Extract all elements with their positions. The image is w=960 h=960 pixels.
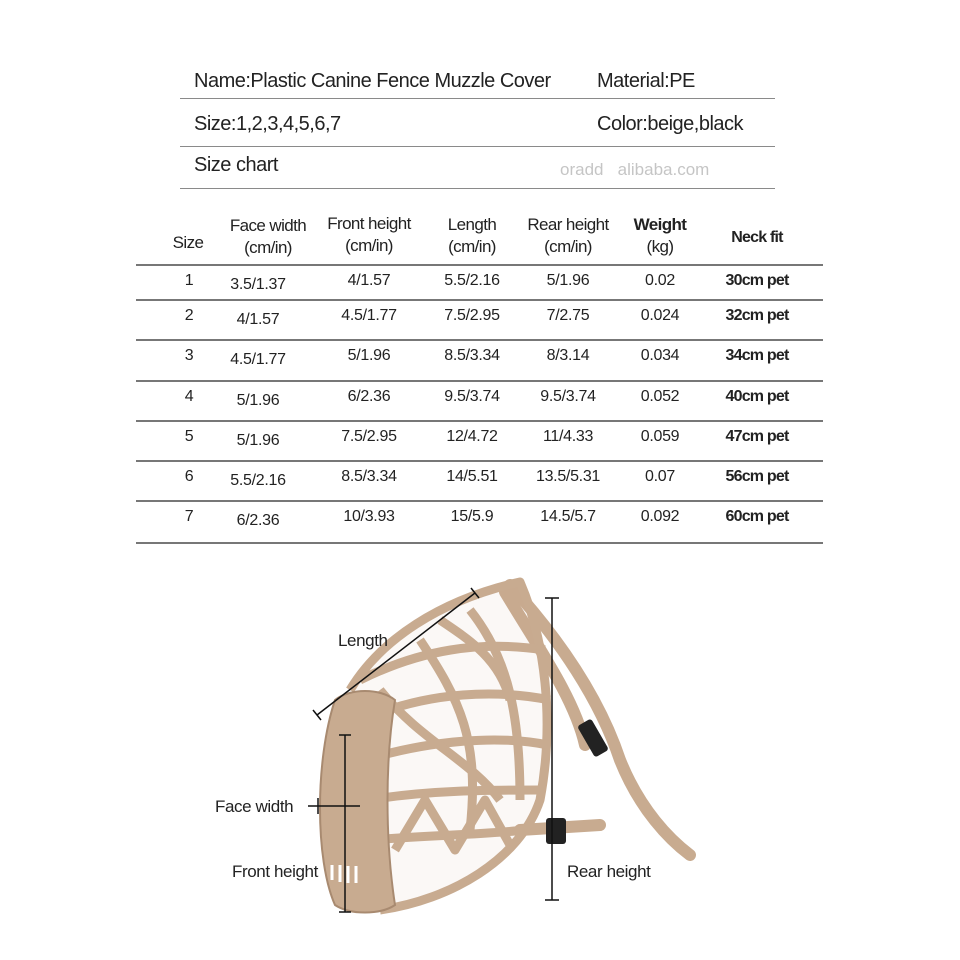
cell-size: 2 bbox=[184, 307, 194, 324]
cell-size: 5 bbox=[184, 428, 194, 445]
divider bbox=[180, 188, 775, 189]
cell-length: 9.5/3.74 bbox=[444, 388, 500, 405]
table-divider bbox=[136, 500, 823, 502]
header-unit: (cm/in) bbox=[448, 237, 496, 256]
cell-rear-height: 7/2.75 bbox=[546, 307, 590, 324]
cell-weight: 0.07 bbox=[645, 468, 675, 485]
cell-neck-fit: 34cm pet bbox=[725, 347, 789, 364]
table-divider bbox=[136, 339, 823, 341]
cell-face-width: 5/1.96 bbox=[236, 432, 280, 449]
table-divider bbox=[136, 299, 823, 301]
rear-height-label: Rear height bbox=[567, 862, 651, 881]
header-size: Size bbox=[172, 233, 204, 252]
header-unit: (cm/in) bbox=[544, 237, 592, 256]
table-divider bbox=[136, 380, 823, 382]
cell-face-width: 5/1.96 bbox=[236, 392, 280, 409]
cell-size: 4 bbox=[184, 388, 194, 405]
header-rear-height bbox=[527, 214, 608, 258]
cell-front-height: 6/2.36 bbox=[347, 388, 391, 405]
header-label: Face width bbox=[229, 216, 307, 235]
cell-length: 7.5/2.95 bbox=[444, 307, 500, 324]
cell-weight: 0.034 bbox=[640, 347, 680, 364]
table-divider bbox=[136, 264, 823, 266]
table-divider bbox=[136, 460, 823, 462]
cell-rear-height: 13.5/5.31 bbox=[535, 468, 601, 485]
header-unit: (kg) bbox=[646, 237, 674, 256]
cell-face-width: 5.5/2.16 bbox=[230, 472, 286, 489]
cell-length: 8.5/3.34 bbox=[444, 347, 500, 364]
cell-weight: 0.024 bbox=[640, 307, 680, 324]
cell-rear-height: 11/4.33 bbox=[542, 428, 594, 445]
cell-face-width: 6/2.36 bbox=[236, 512, 280, 529]
size-chart-title: Size chart bbox=[194, 154, 278, 176]
table-divider bbox=[136, 542, 823, 544]
cell-front-height: 5/1.96 bbox=[347, 347, 391, 364]
watermark: oradd alibaba.com bbox=[560, 160, 710, 179]
cell-weight: 0.092 bbox=[640, 508, 680, 525]
cell-neck-fit: 30cm pet bbox=[725, 272, 789, 289]
product-name: Name:Plastic Canine Fence Muzzle Cover bbox=[194, 70, 551, 92]
cell-rear-height: 5/1.96 bbox=[546, 272, 590, 289]
cell-neck-fit: 56cm pet bbox=[725, 468, 789, 485]
front-height-label: Front height bbox=[232, 862, 318, 881]
cell-size: 6 bbox=[184, 468, 194, 485]
divider bbox=[180, 98, 775, 99]
cell-size: 3 bbox=[184, 347, 194, 364]
cell-front-height: 4.5/1.77 bbox=[341, 307, 397, 324]
cell-weight: 0.059 bbox=[640, 428, 680, 445]
divider bbox=[180, 146, 775, 147]
cell-neck-fit: 40cm pet bbox=[725, 388, 789, 405]
cell-face-width: 3.5/1.37 bbox=[230, 276, 286, 293]
cell-front-height: 7.5/2.95 bbox=[341, 428, 397, 445]
cell-length: 12/4.72 bbox=[446, 428, 498, 445]
header-unit: (cm/in) bbox=[345, 236, 393, 255]
header-label: Weight bbox=[633, 215, 687, 234]
header-label: Rear height bbox=[527, 215, 609, 234]
header-front-height bbox=[327, 213, 411, 257]
cell-length: 14/5.51 bbox=[446, 468, 498, 485]
cell-rear-height: 9.5/3.74 bbox=[540, 388, 596, 405]
cell-rear-height: 8/3.14 bbox=[546, 347, 590, 364]
cell-front-height: 8.5/3.34 bbox=[341, 468, 397, 485]
header-label: Length bbox=[447, 215, 497, 234]
product-sizes: Size:1,2,3,4,5,6,7 bbox=[194, 113, 341, 135]
length-label: Length bbox=[338, 631, 388, 650]
cell-front-height: 10/3.93 bbox=[343, 508, 395, 525]
cell-size: 1 bbox=[184, 272, 194, 289]
table-divider bbox=[136, 420, 823, 422]
cell-face-width: 4.5/1.77 bbox=[230, 351, 286, 368]
cell-face-width: 4/1.57 bbox=[236, 311, 280, 328]
cell-rear-height: 14.5/5.7 bbox=[540, 508, 596, 525]
header-weight bbox=[634, 214, 687, 258]
cell-neck-fit: 47cm pet bbox=[725, 428, 789, 445]
cell-neck-fit: 32cm pet bbox=[725, 307, 789, 324]
header-length bbox=[448, 214, 496, 258]
cell-weight: 0.02 bbox=[645, 272, 675, 289]
cell-length: 15/5.9 bbox=[450, 508, 494, 525]
product-colors: Color:beige,black bbox=[597, 113, 744, 135]
face-width-label: Face width bbox=[215, 797, 294, 816]
header-unit: (cm/in) bbox=[244, 238, 292, 257]
header-label: Front height bbox=[327, 214, 411, 233]
cell-size: 7 bbox=[184, 508, 194, 525]
cell-length: 5.5/2.16 bbox=[444, 272, 500, 289]
muzzle-diagram bbox=[0, 560, 960, 960]
cell-weight: 0.052 bbox=[640, 388, 680, 405]
cell-neck-fit: 60cm pet bbox=[725, 508, 789, 525]
cell-front-height: 4/1.57 bbox=[347, 272, 391, 289]
header-face-width bbox=[230, 215, 306, 259]
header-neck-fit: Neck fit bbox=[731, 229, 783, 246]
product-material: Material:PE bbox=[597, 70, 695, 92]
